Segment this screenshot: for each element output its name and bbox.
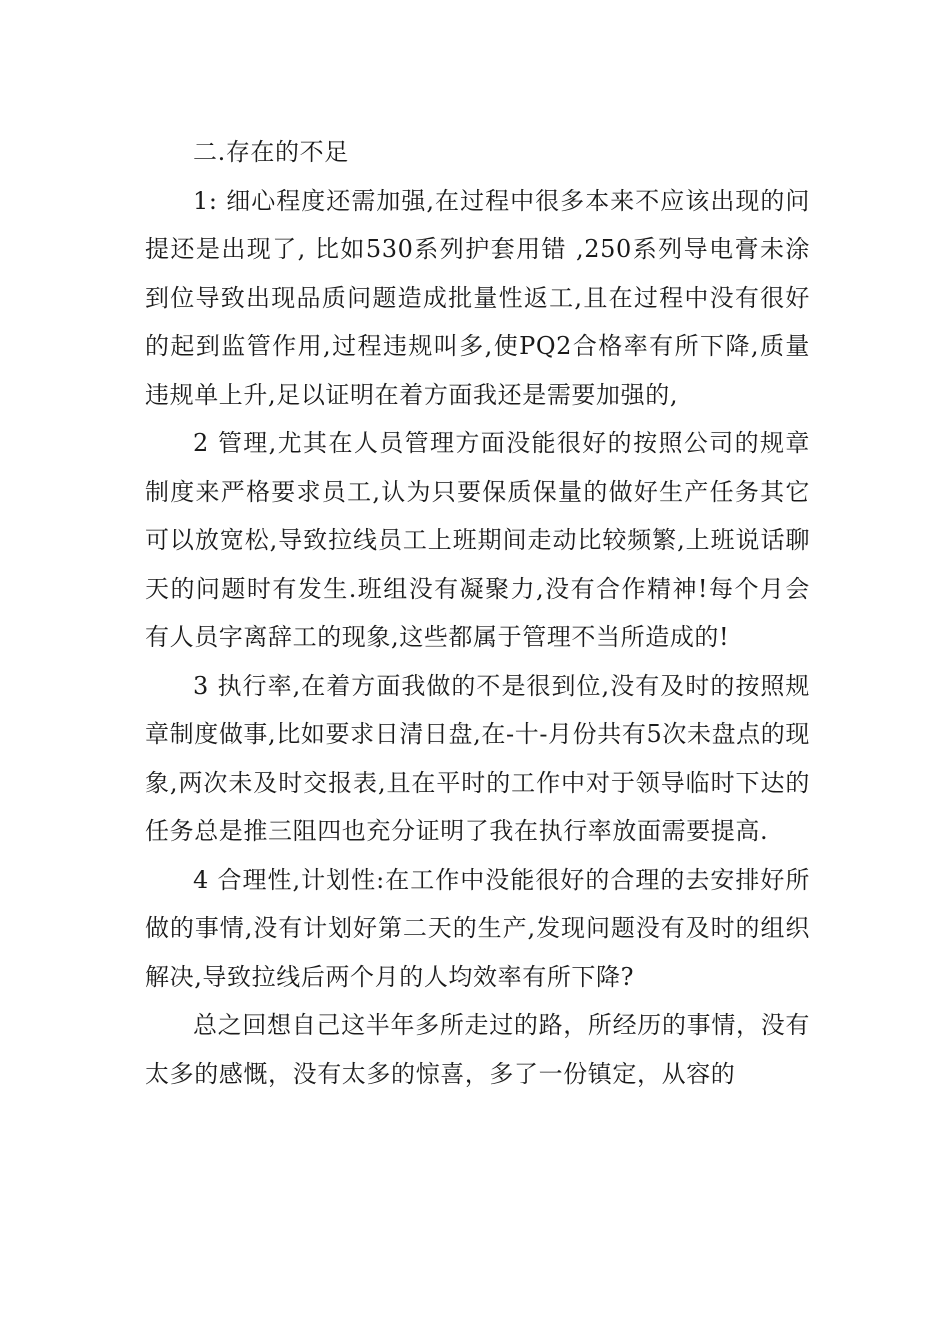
paragraph-execution-rate: 3 执行率,在着方面我做的不是很到位,没有及时的按照规章制度做事,比如要求日清日盘,在-十-月份共有5次未盘点的现象,两次未及时交报表,且在平时的工作中对于领导临时下达的任务总是推三阻四也充分证明了我在执行率放面需要提高.: [145, 671, 810, 845]
document-body: [145, 128, 810, 1098]
paragraph-summary: 总之回想自己这半年多所走过的路，所经历的事情，没有太多的感慨，没有太多的惊喜，多了一份镇定，从容的: [145, 1011, 810, 1088]
paragraph-management: 2 管理,尤其在人员管理方面没能很好的按照公司的规章制度来严格要求员工,认为只要保质保量的做好生产任务其它可以放宽松,导致拉线员工上班期间走动比较频繁,上班说话聊天的问题时有发生.班组没有凝聚力,没有合作精神!每个月会有人员字离辞工的现象,这些都属于管理不当所造成的!: [145, 429, 810, 651]
paragraph-attention-to-detail: 1: 细心程度还需加强,在过程中很多本来不应该出现的问提还是出现了, 比如530系列护套用错 ,250系列导电膏未涂到位导致出现品质问题造成批量性返工,且在过程中没有很好的起到监管作用,过程违规叫多,使PQ2合格率有所下降,质量违规单上升,足以证明在着方面我还是需要加强的,: [145, 186, 810, 409]
paragraph-planning: 4 合理性,计划性:在工作中没能很好的合理的去安排好所做的事情,没有计划好第二天的生产,发现问题没有及时的组织解决,导致拉线后两个月的人均效率有所下降?: [145, 865, 810, 991]
section-heading: 二.存在的不足: [193, 138, 349, 166]
